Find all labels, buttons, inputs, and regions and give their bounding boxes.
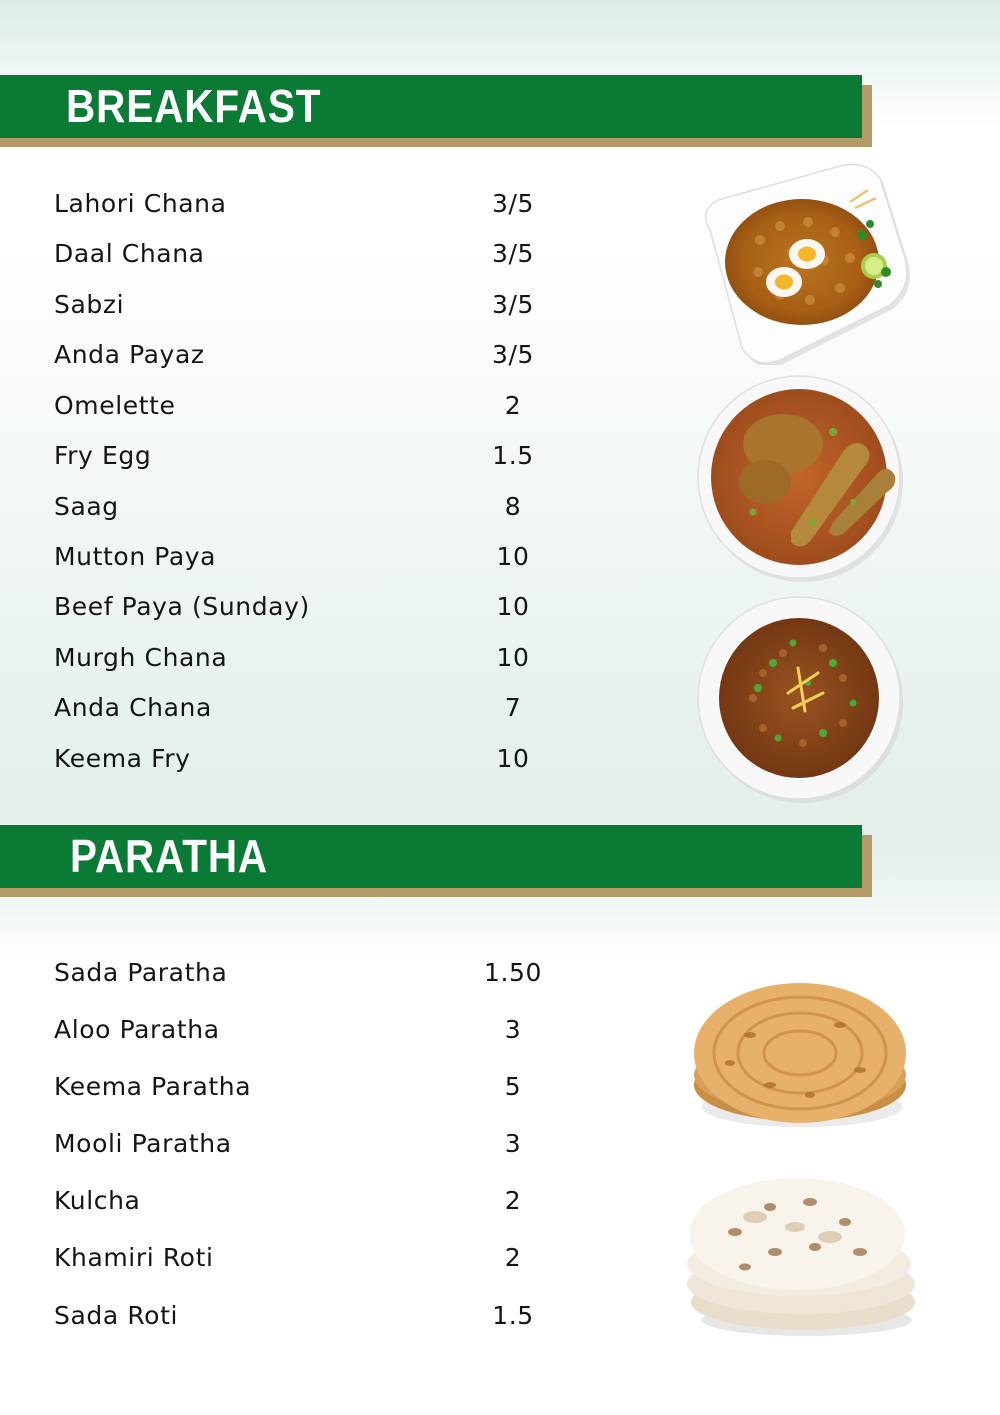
- list-item: [0, 390, 600, 430]
- item-name: Kulcha: [54, 1186, 141, 1215]
- item-name: Mooli Paratha: [54, 1129, 232, 1158]
- list-item: [0, 957, 600, 997]
- item-price: 7: [504, 693, 522, 722]
- item-name: Saag: [54, 492, 119, 521]
- list-item: [0, 1185, 600, 1225]
- item-price: 5: [504, 1072, 522, 1101]
- list-item: [0, 440, 600, 480]
- item-name: Keema Fry: [54, 744, 191, 773]
- kulcha-stack-image: [685, 1172, 925, 1342]
- item-price: 3: [504, 1129, 522, 1158]
- item-price: 2: [504, 1243, 522, 1272]
- item-price: 3/5: [491, 189, 535, 218]
- breakfast-banner: [0, 75, 872, 147]
- item-price: 3: [504, 1015, 522, 1044]
- item-price: 1.5: [492, 1301, 534, 1330]
- item-price: 3/5: [491, 239, 535, 268]
- item-price: 10: [496, 592, 530, 621]
- keema-bowl-image: [693, 593, 908, 805]
- list-item: [0, 1071, 600, 1111]
- item-name: Keema Paratha: [54, 1072, 252, 1101]
- list-item: [0, 339, 600, 379]
- list-item: [0, 491, 600, 531]
- list-item: [0, 1300, 600, 1340]
- item-price: 1.50: [483, 958, 543, 987]
- item-price: 8: [504, 492, 522, 521]
- list-item: [0, 692, 600, 732]
- item-name: Sada Roti: [54, 1301, 179, 1330]
- item-name: Aloo Paratha: [54, 1015, 220, 1044]
- item-name: Beef Paya (Sunday): [54, 592, 310, 621]
- item-name: Khamiri Roti: [54, 1243, 214, 1272]
- list-item: [0, 743, 600, 783]
- item-name: Omelette: [54, 391, 176, 420]
- item-price: 3/5: [491, 290, 535, 319]
- item-name: Lahori Chana: [54, 189, 227, 218]
- item-price: 10: [496, 542, 530, 571]
- chana-plate-image: [690, 160, 915, 365]
- item-price: 10: [496, 643, 530, 672]
- paratha-stack-image: [690, 975, 910, 1135]
- list-item: [0, 289, 600, 329]
- list-item: [0, 1014, 600, 1054]
- chicken-curry-bowl-image: [693, 372, 908, 584]
- item-price: 2: [504, 1186, 522, 1215]
- list-item: [0, 642, 600, 682]
- item-name: Murgh Chana: [54, 643, 228, 672]
- item-name: Anda Chana: [54, 693, 212, 722]
- item-price: 1.5: [492, 441, 534, 470]
- list-item: [0, 1242, 600, 1282]
- item-name: Sada Paratha: [54, 958, 228, 987]
- item-name: Sabzi: [54, 290, 125, 319]
- item-name: Anda Payaz: [54, 340, 205, 369]
- list-item: [0, 238, 600, 278]
- list-item: [0, 188, 600, 228]
- item-name: Mutton Paya: [54, 542, 217, 571]
- paratha-title: PARATHA: [70, 830, 269, 882]
- breakfast-title: BREAKFAST: [66, 80, 322, 132]
- item-price: 2: [504, 391, 522, 420]
- list-item: [0, 541, 600, 581]
- item-name: Daal Chana: [54, 239, 205, 268]
- list-item: [0, 591, 600, 631]
- list-item: [0, 1128, 600, 1168]
- item-price: 10: [496, 744, 530, 773]
- item-name: Fry Egg: [54, 441, 152, 470]
- paratha-banner: [0, 825, 872, 897]
- item-price: 3/5: [491, 340, 535, 369]
